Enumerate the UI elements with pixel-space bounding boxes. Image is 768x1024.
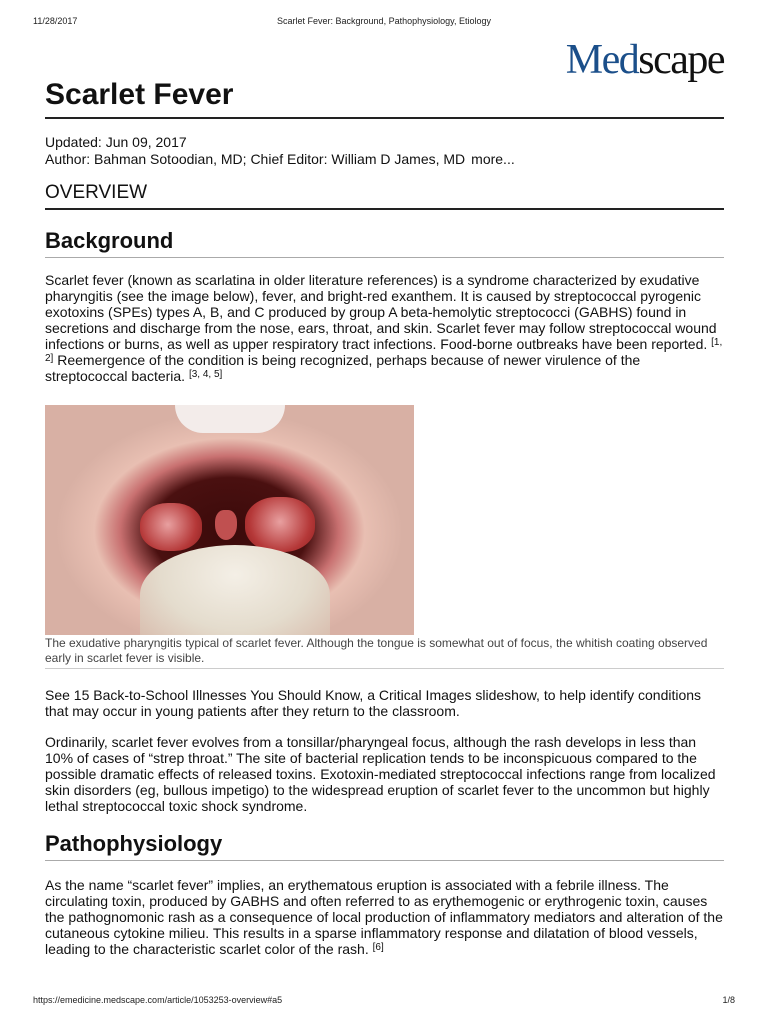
print-header: [33, 16, 735, 28]
photo-right-tonsil: [245, 497, 315, 552]
figure-caption: The exudative pharyngitis typical of scarlet fever. Although the tongue is somewhat out of focus, the whitish coating observed early in scarlet fever is visible.: [45, 636, 724, 669]
reference-1-2[interactable]: [1, 2]: [45, 337, 723, 364]
reference-3-4-5[interactable]: [3, 4, 5]: [188, 369, 223, 380]
print-title: Scarlet Fever: Background, Pathophysiology, Etiology: [277, 16, 491, 26]
background-paragraph-1: [45, 272, 724, 384]
photo-teeth: [175, 405, 285, 433]
pathophysiology-heading: Pathophysiology: [45, 830, 724, 861]
print-date: 11/28/2017: [33, 16, 78, 26]
slideshow-paragraph: See 15 Back-to-School Illnesses You Should Know, a Critical Images slideshow, to help identify conditions that may occur in young patients after they return to the classroom.: [45, 687, 702, 719]
pharyngitis-photo[interactable]: [45, 405, 414, 635]
more-link[interactable]: more...: [471, 151, 515, 167]
background-p1-text-a: Scarlet fever (known as scarlatina in older literature references) is a syndrome characterized by exudative pharyngitis (see the image below), fever, and bright-red exanthem. It is caused by streptococcal pyrogenic exotoxins (SPEs) types A, B, and C produced by group A beta-hemolytic streptococci (GABHS) found in secretions and discharge from the nose, ears, throat, and skin. Scarlet fever may follow streptococcal wound infections or burns, as well as upper respiratory tract infections. Food-borne outbreaks have been reported.: [45, 272, 717, 352]
pathophysiology-paragraph-1: [45, 877, 724, 957]
article-meta: [45, 134, 724, 168]
logo-part-scape: scape: [638, 37, 724, 83]
logo-part-med: Med: [565, 37, 639, 83]
photo-tongue: [140, 545, 330, 635]
author-line: [45, 151, 724, 168]
pathophysiology-p1-text: As the name “scarlet fever” implies, an erythematous eruption is associated with a febrile illness. The circulating toxin, produced by GABHS and often referred to as erythemogenic or erythrogenic toxin, causes the pathognomonic rash as a consequence of local production of inflammatory mediators and alteration of the cutaneous cytokine milieu. This results in a sparse inflammatory response and dilatation of blood vessels, leading to the characteristic scarlet color of the rash.: [45, 877, 723, 957]
print-url: https://emedicine.medscape.com/article/1053253-overview#a5: [33, 995, 283, 1005]
background-p1-text-b: Reemergence of the condition is being recognized, perhaps because of newer virulence of the streptococcal bacteria.: [45, 352, 641, 384]
article-content: [45, 76, 724, 957]
photo-left-tonsil: [140, 503, 202, 551]
photo-uvula: [215, 510, 237, 540]
background-paragraph-3: Ordinarily, scarlet fever evolves from a tonsillar/pharyngeal focus, although the rash develops in less than 10% of cases of “strep throat.” The site of bacterial replication tends to be inconspicuous compared to the possible dramatic effects of released toxins. Exotoxin-mediated streptococcal infections range from localized skin disorders (eg, bullous impetigo) to the widespread eruption of scarlet fever to the uncommon but highly lethal streptococcal toxic shock syndrome.: [45, 734, 716, 814]
author-text: Author: Bahman Sotoodian, MD; Chief Editor: William D James, MD: [45, 151, 466, 167]
print-page-number: 1/8: [722, 995, 735, 1005]
section-overview-label: OVERVIEW: [45, 181, 724, 210]
article-title: Scarlet Fever: [45, 76, 724, 119]
background-heading: Background: [45, 227, 724, 258]
updated-date: Updated: Jun 09, 2017: [45, 134, 187, 150]
reference-6[interactable]: [6]: [372, 942, 384, 953]
